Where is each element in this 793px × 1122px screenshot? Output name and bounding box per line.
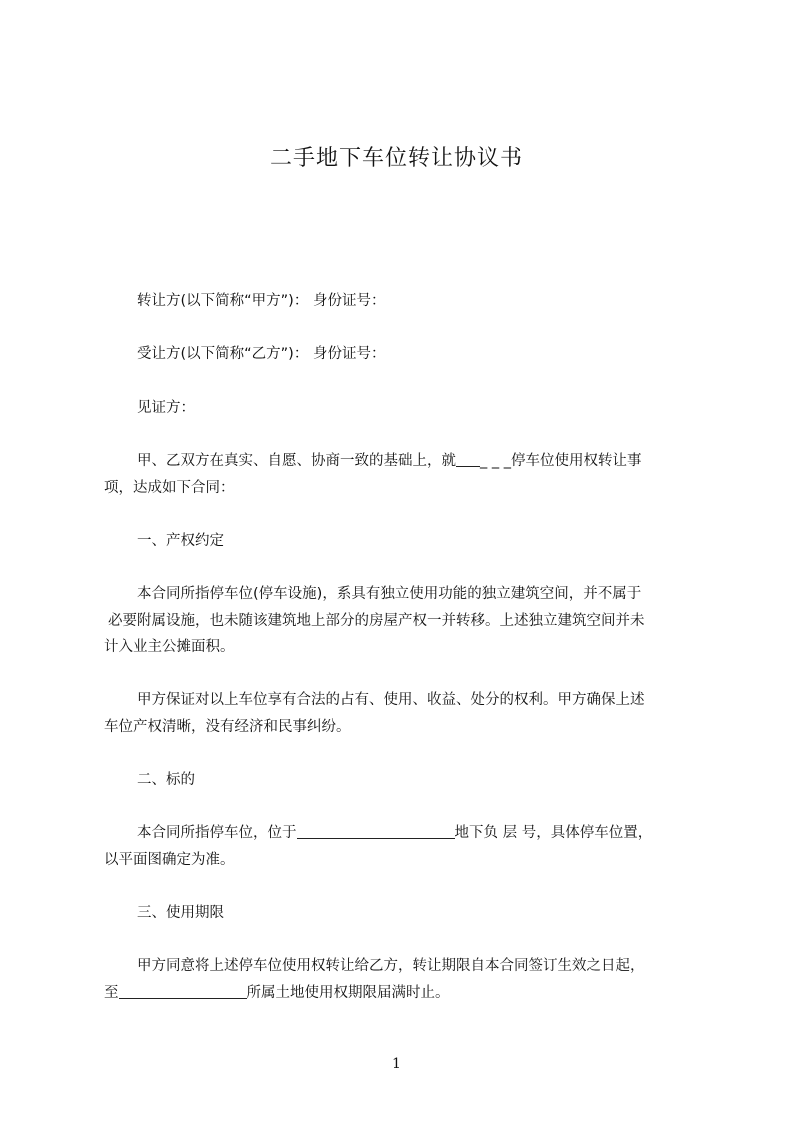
intro-line-1 [137,451,737,471]
section-1-para-2-line-1: 甲方保证对以上车位享有合法的占有、使用、收益、处分的权利。甲方确保上述 [137,692,645,708]
party-b-line: 受让方(以下简称“乙方”)： 身份证号： [137,346,386,362]
intro-dashes: _ _ _ [480,453,511,469]
section-1-para-1-line-2: 必要附属设施，也未随该建筑地上部分的房屋产权一并转移。上述独立建筑空间并未 [108,613,645,629]
intro-text-c: 停车位使用权转让事 [510,453,642,469]
section-2-line-2: 以平面图确定为准。 [104,852,235,868]
location-blank [297,824,455,839]
section-1-heading: 一、产权约定 [137,533,224,549]
section-2-text-b: 地下负 层 号，具体停车位置， [454,825,653,841]
intro-blank [456,452,480,467]
section-3-line-2 [104,983,704,1003]
section-2-heading: 二、标的 [137,772,195,788]
section-3-text-b: 所属土地使用权期限届满时止。 [246,985,450,1001]
section-2-line-1 [137,823,737,843]
witness-line: 见证方： [137,400,195,416]
document-title: 二手地下车位转让协议书 [269,146,523,171]
section-1-para-1-line-1: 本合同所指停车位(停车设施)，系具有独立使用功能的独立建筑空间，并不属于 [137,586,642,602]
term-blank [119,984,247,999]
section-3-text-a: 至 [104,985,119,1001]
section-1-para-2-line-2: 车位产权清晰，没有经济和民事纠纷。 [104,719,351,735]
section-2-text-a: 本合同所指停车位，位于 [137,825,297,841]
intro-text-a: 甲、乙双方在真实、自愿、协商一致的基础上，就 [137,453,456,469]
party-a-line: 转让方(以下简称“甲方”)： 身份证号： [137,293,386,309]
section-3-heading: 三、使用期限 [137,905,224,921]
page-number: 1 [392,1056,401,1072]
intro-line-2: 项，达成如下合同： [104,480,235,496]
section-1-para-1-line-3: 计入业主公摊面积。 [104,639,235,655]
section-3-line-1: 甲方同意将上述停车位使用权转让给乙方，转让期限自本合同签订生效之日起， [137,958,645,974]
